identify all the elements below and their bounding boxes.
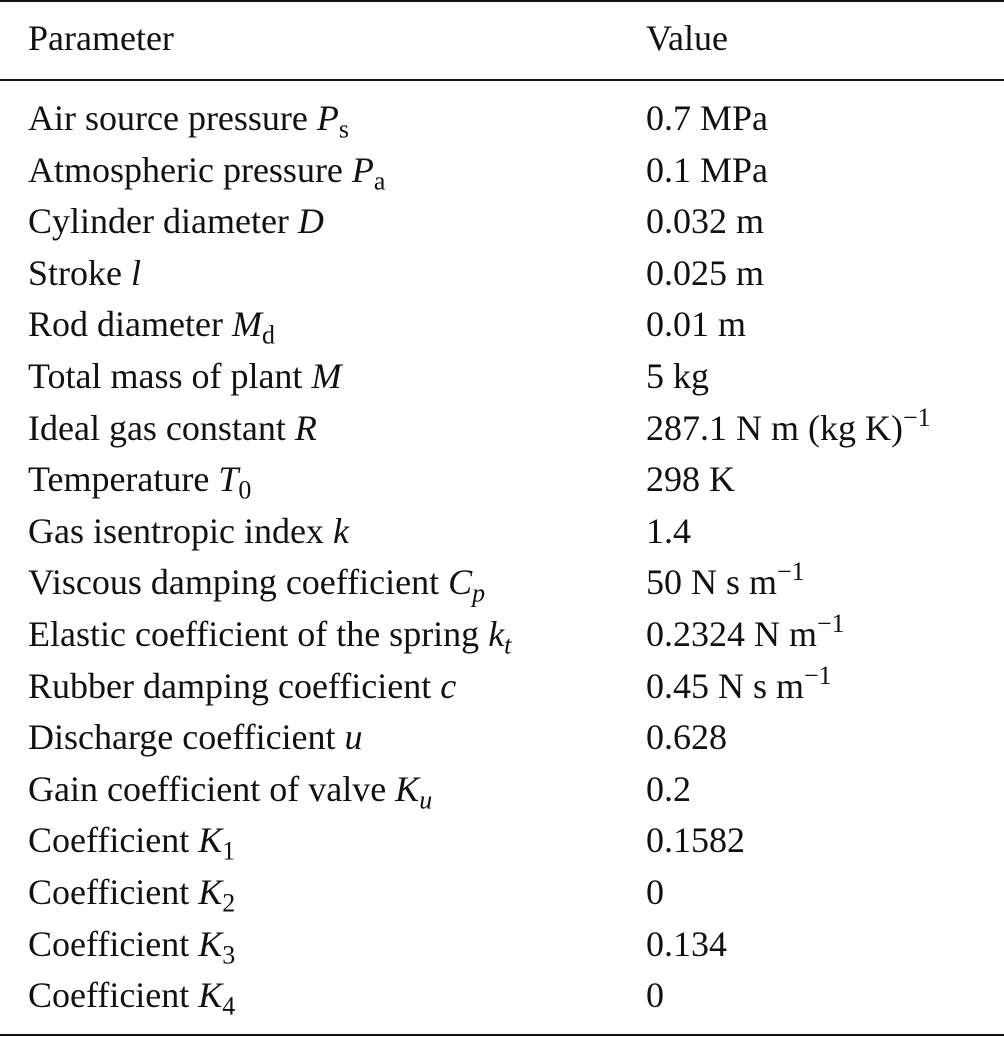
parameter-symbol: T — [218, 459, 239, 500]
parameter-subscript: t — [504, 630, 512, 660]
parameter-symbol: K — [198, 923, 223, 964]
parameter-symbol: M — [311, 355, 342, 396]
value-cell — [646, 610, 845, 658]
value-cell — [646, 713, 727, 761]
parameter-cell — [28, 713, 363, 761]
parameter-subscript: 1 — [222, 836, 236, 866]
parameter-cell — [28, 971, 235, 1019]
value-cell — [646, 662, 832, 710]
parameter-subscript: p — [472, 578, 486, 608]
parameter-label: Viscous damping coefficient — [28, 562, 440, 603]
value-text: 0.7 MPa — [646, 98, 769, 138]
value-text: 0.01 m — [646, 304, 747, 345]
value-text: 0.628 — [646, 717, 727, 758]
parameter-cell — [28, 249, 141, 297]
parameter-symbol: c — [440, 665, 457, 706]
value-cell — [646, 920, 727, 968]
value-text: 0.1 MPa — [646, 149, 769, 190]
parameter-cell — [28, 300, 275, 348]
table-bottom-rule — [0, 1034, 1004, 1036]
parameter-label: Coefficient — [28, 871, 190, 912]
value-cell — [646, 300, 746, 348]
parameter-subscript: 3 — [222, 939, 236, 969]
parameter-label: Ideal gas constant — [28, 407, 286, 448]
parameter-label: Gain coefficient of valve — [28, 768, 387, 809]
parameter-symbol: K — [198, 820, 223, 861]
value-cell — [646, 352, 709, 400]
value-text: 0 — [646, 871, 664, 912]
table-row — [0, 920, 1004, 972]
parameter-subscript: s — [338, 114, 349, 144]
table-row — [0, 146, 1004, 198]
value-cell — [646, 765, 691, 813]
value-cell — [646, 404, 931, 452]
parameter-subscript: 4 — [222, 991, 236, 1021]
parameter-label: Discharge coefficient — [28, 717, 336, 758]
table-row — [0, 507, 1004, 559]
table-header-rule — [0, 79, 1004, 81]
value-text: 1.4 — [646, 510, 691, 551]
parameter-symbol: K — [395, 768, 420, 809]
value-text: 0.45 N s m — [646, 665, 805, 706]
table-header-row — [0, 16, 1004, 60]
header-value: Value — [646, 18, 728, 58]
value-cell — [646, 558, 805, 606]
value-cell — [646, 197, 764, 245]
parameter-cell — [28, 816, 235, 864]
table-body — [0, 94, 1004, 1023]
parameter-label: Rubber damping coefficient — [28, 665, 432, 706]
parameter-label: Atmospheric pressure — [28, 149, 343, 190]
parameter-cell — [28, 94, 349, 142]
parameter-cell — [28, 352, 341, 400]
value-exponent: −1 — [902, 402, 931, 432]
parameter-label: Elastic coefficient of the spring — [28, 613, 480, 654]
table-row — [0, 558, 1004, 610]
parameter-cell — [28, 868, 235, 916]
value-text: 5 kg — [646, 355, 709, 396]
parameter-cell — [28, 404, 317, 452]
table-row — [0, 94, 1004, 146]
parameter-symbol: P — [316, 98, 339, 138]
parameter-cell — [28, 558, 485, 606]
parameter-cell — [28, 146, 385, 194]
value-text: 0.2 — [646, 768, 691, 809]
table-row — [0, 765, 1004, 817]
value-text: 50 N s m — [646, 562, 778, 603]
parameter-symbol: K — [198, 871, 223, 912]
table-row — [0, 971, 1004, 1023]
parameter-cell — [28, 920, 235, 968]
parameter-label: Coefficient — [28, 923, 190, 964]
table-row — [0, 816, 1004, 868]
parameter-symbol: u — [344, 717, 363, 758]
value-text: 0.2324 N m — [646, 613, 817, 654]
value-cell — [646, 868, 664, 916]
value-text: 0.032 m — [646, 201, 765, 242]
parameter-symbol: M — [231, 304, 262, 345]
parameter-label: Temperature — [28, 459, 210, 500]
value-cell — [646, 94, 768, 142]
parameter-symbol: D — [297, 201, 324, 242]
value-text: 298 K — [646, 459, 735, 500]
parameter-symbol: k — [488, 613, 505, 654]
table-row — [0, 713, 1004, 765]
parameter-label: Coefficient — [28, 975, 190, 1016]
table-row — [0, 352, 1004, 404]
value-text: 0.025 m — [646, 252, 765, 293]
parameter-cell — [28, 610, 511, 658]
parameter-subscript: u — [419, 784, 433, 814]
parameter-symbol: C — [448, 562, 473, 603]
parameter-subscript: d — [261, 320, 275, 350]
parameter-symbol: K — [198, 975, 223, 1016]
header-parameter: Parameter — [28, 18, 174, 58]
table-top-rule — [0, 0, 1004, 2]
parameter-cell — [28, 662, 456, 710]
table-row — [0, 610, 1004, 662]
value-cell — [646, 146, 768, 194]
parameter-label: Rod diameter — [28, 304, 223, 345]
value-cell — [646, 971, 664, 1019]
parameter-subscript: 2 — [222, 888, 236, 918]
parameter-label: Gas isentropic index — [28, 510, 324, 551]
parameter-symbol: l — [131, 252, 142, 293]
value-text: 0.134 — [646, 923, 727, 964]
parameter-cell — [28, 455, 251, 503]
parameter-label: Stroke — [28, 252, 122, 293]
value-text: 0.1582 — [646, 820, 745, 861]
table-row — [0, 868, 1004, 920]
parameter-label: Total mass of plant — [28, 355, 303, 396]
parameter-label: Coefficient — [28, 820, 190, 861]
value-exponent: −1 — [817, 608, 845, 638]
table-row — [0, 455, 1004, 507]
parameter-cell — [28, 765, 432, 813]
value-cell — [646, 816, 745, 864]
value-text: 0 — [646, 975, 664, 1016]
value-cell — [646, 455, 735, 503]
table-row — [0, 300, 1004, 352]
value-cell — [646, 507, 691, 555]
table-row — [0, 249, 1004, 301]
parameter-symbol: R — [294, 407, 317, 448]
table-row — [0, 662, 1004, 714]
parameter-symbol: P — [351, 149, 374, 190]
table-row — [0, 197, 1004, 249]
value-exponent: −1 — [777, 557, 805, 587]
parameter-label: Air source pressure — [28, 98, 308, 138]
table-row — [0, 404, 1004, 456]
parameter-subscript: 0 — [238, 475, 252, 505]
parameter-cell — [28, 197, 324, 245]
parameter-label: Cylinder diameter — [28, 201, 289, 242]
parameter-subscript: a — [373, 165, 386, 195]
parameter-cell — [28, 507, 349, 555]
value-text: 287.1 N m (kg K) — [646, 407, 903, 448]
parameter-symbol: k — [332, 510, 349, 551]
value-exponent: −1 — [804, 660, 832, 690]
value-cell — [646, 249, 764, 297]
